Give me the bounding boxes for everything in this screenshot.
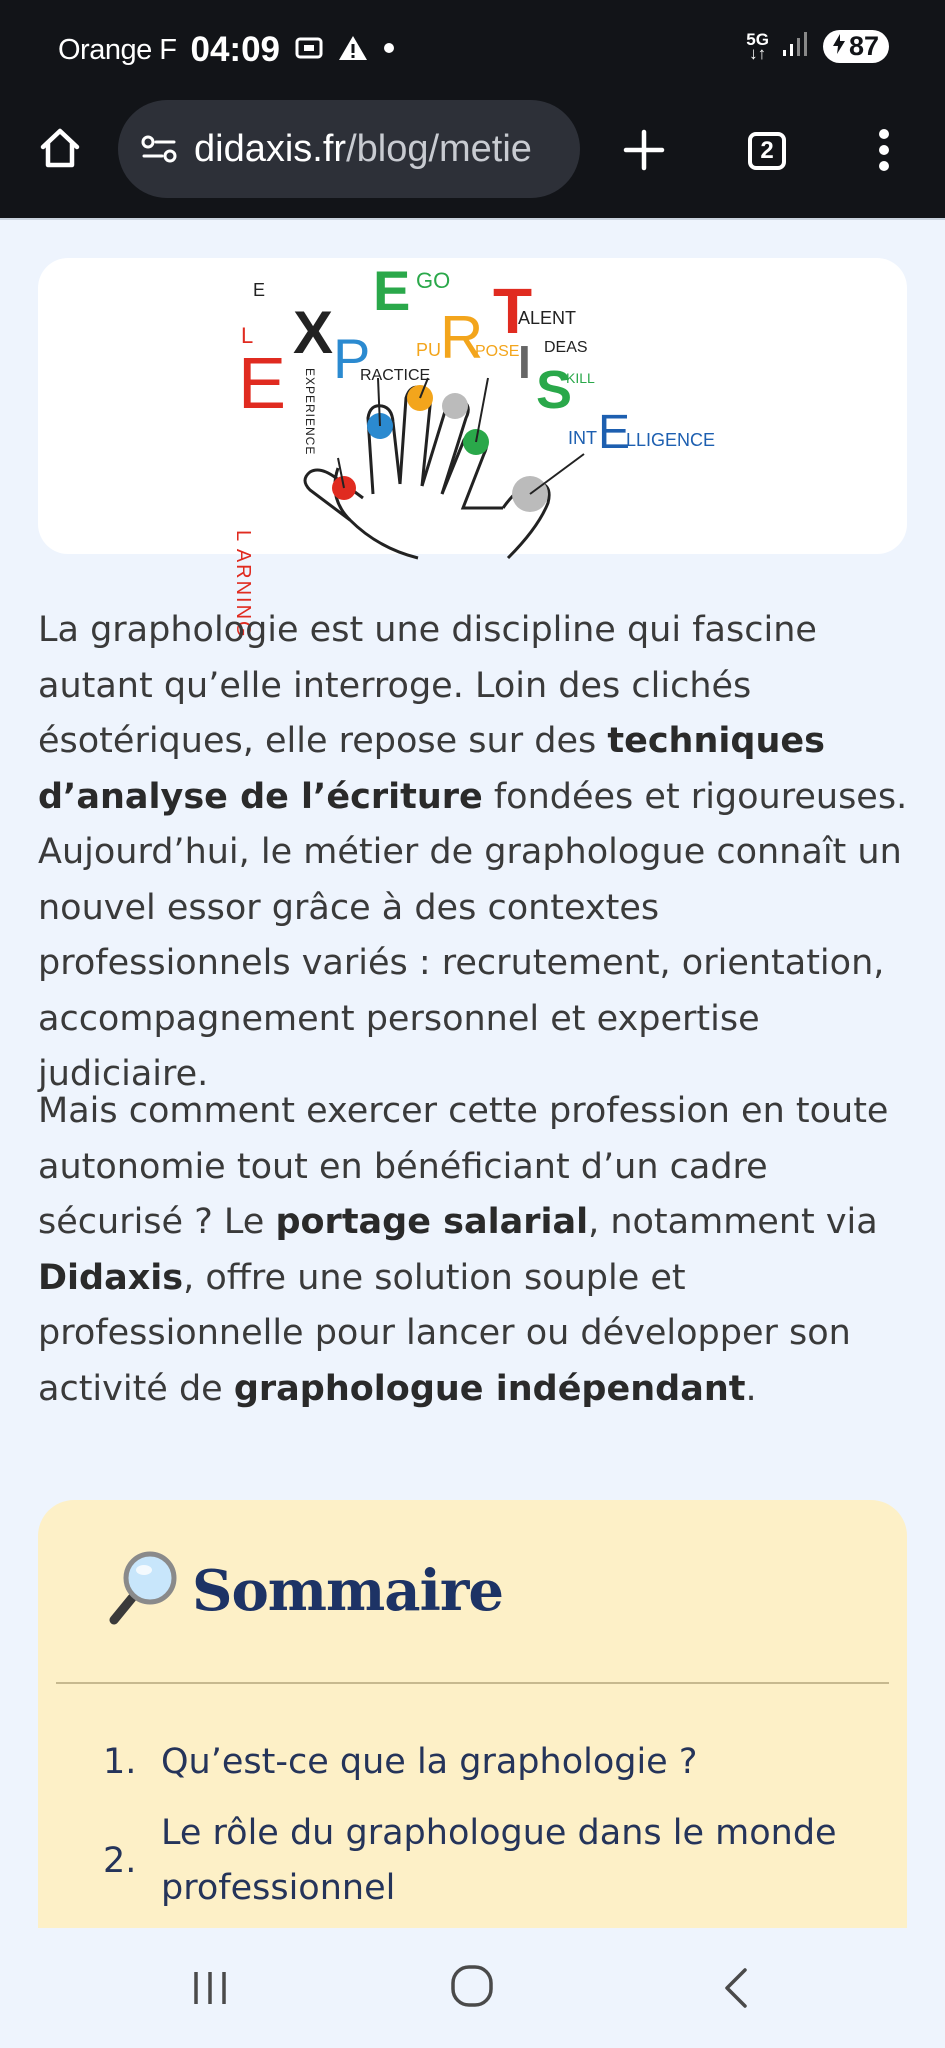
toc-title: Sommaire — [192, 1557, 503, 1624]
home-circle-icon — [449, 1963, 495, 2009]
svg-text:DEAS: DEAS — [544, 339, 588, 356]
svg-text:E: E — [373, 259, 411, 322]
svg-text:E: E — [253, 280, 266, 300]
back-arrow-icon — [719, 1966, 753, 2010]
hero-image — [38, 258, 907, 639]
intro-paragraph-1: La graphologie est une discipline qui fascine autant qu’elle interroge. Loin des clichés ésotériques, elle repose sur des techniques d’analyse de l’écriture fondées et rigoureuses. Aujourd’hui, le métier de graphologue connaît un nouvel essor grâce à des contextes professionnels variés : recrutement, orientation, accompagnement personnel et expertise judiciaire. — [38, 610, 908, 1094]
site-settings-icon[interactable] — [140, 133, 178, 165]
toc-divider — [56, 1682, 889, 1684]
page-content — [0, 218, 945, 1930]
svg-text:X: X — [293, 299, 334, 366]
intro-paragraph-2: Mais comment exercer cette profession en toute autonomie tout en bénéficiant d’un cadre sécurisé ? Le portage salarial, notamment via Didaxis, offre une solution souple et professionnelle pour lancer ou développer son activité de graphologue indépendant. — [38, 1091, 889, 1409]
svg-text:S: S — [536, 360, 573, 420]
svg-text:POSE: POSE — [475, 343, 520, 360]
address-bar[interactable] — [118, 100, 580, 198]
url-domain: didaxis.fr — [194, 127, 347, 170]
svg-text:E: E — [598, 406, 631, 459]
svg-text:ALENT: ALENT — [518, 308, 577, 328]
svg-text:LLIGENCE: LLIGENCE — [626, 430, 716, 450]
back-button[interactable] — [706, 1958, 766, 2018]
new-tab-button[interactable] — [620, 126, 668, 174]
browser-toolbar — [0, 100, 945, 218]
svg-text:E: E — [238, 344, 287, 424]
svg-text:P: P — [333, 327, 371, 390]
status-bar — [0, 0, 945, 100]
toc-item-number: 2. — [103, 1840, 137, 1881]
notification-dot-icon — [382, 41, 396, 60]
svg-text:I: I — [518, 336, 531, 388]
magnifying-glass-icon — [106, 1550, 178, 1631]
clock: 04:09 — [190, 30, 281, 69]
recent-apps-button[interactable] — [180, 1958, 240, 2018]
menu-button[interactable] — [860, 124, 908, 176]
tab-switcher-button[interactable] — [743, 127, 791, 175]
svg-text:L: L — [241, 323, 254, 348]
svg-text:R: R — [440, 304, 484, 371]
carrier-label: Orange F — [58, 33, 177, 66]
svg-text:EXPERIENCE: EXPERIENCE — [303, 368, 317, 456]
warning-icon — [338, 34, 368, 67]
svg-text:INT: INT — [568, 428, 597, 448]
battery-indicator — [823, 30, 889, 63]
toc-item-link[interactable]: Qu’est-ce que la graphologie ? — [161, 1742, 698, 1782]
expertise-illustration — [38, 258, 907, 639]
screenshot-icon — [294, 33, 324, 68]
battery-level: 87 — [848, 31, 879, 61]
signal-icon — [781, 30, 811, 63]
toc-item-2[interactable] — [103, 1806, 863, 1916]
url-path: /blog/metie — [346, 127, 532, 170]
svg-text:T: T — [493, 275, 533, 347]
home-button[interactable] — [36, 124, 84, 172]
svg-text:L ARNING: L ARNING — [232, 530, 254, 639]
recent-apps-icon — [188, 1968, 232, 2008]
toc-header — [106, 1550, 503, 1631]
home-icon — [37, 125, 83, 171]
home-nav-button[interactable] — [442, 1956, 502, 2016]
url-text[interactable] — [194, 128, 564, 171]
svg-text:PU: PU — [416, 340, 442, 360]
svg-text:KILL: KILL — [566, 370, 595, 386]
plus-icon — [622, 128, 666, 172]
system-navigation-bar — [0, 1928, 945, 2048]
more-vert-icon — [874, 126, 894, 174]
tab-count-badge: 2 — [748, 132, 786, 170]
toc-list — [103, 1735, 863, 1932]
toc-item-1[interactable] — [103, 1735, 863, 1790]
svg-text:GO: GO — [416, 268, 451, 293]
network-type: 5G ↓↑ — [746, 29, 769, 63]
svg-text:RACTICE: RACTICE — [360, 367, 431, 384]
toc-item-number: 1. — [103, 1742, 137, 1782]
battery-saver-icon — [831, 31, 847, 62]
toc-item-link[interactable]: Le rôle du graphologue dans le monde professionnel — [161, 1813, 837, 1908]
table-of-contents — [38, 1500, 907, 2000]
